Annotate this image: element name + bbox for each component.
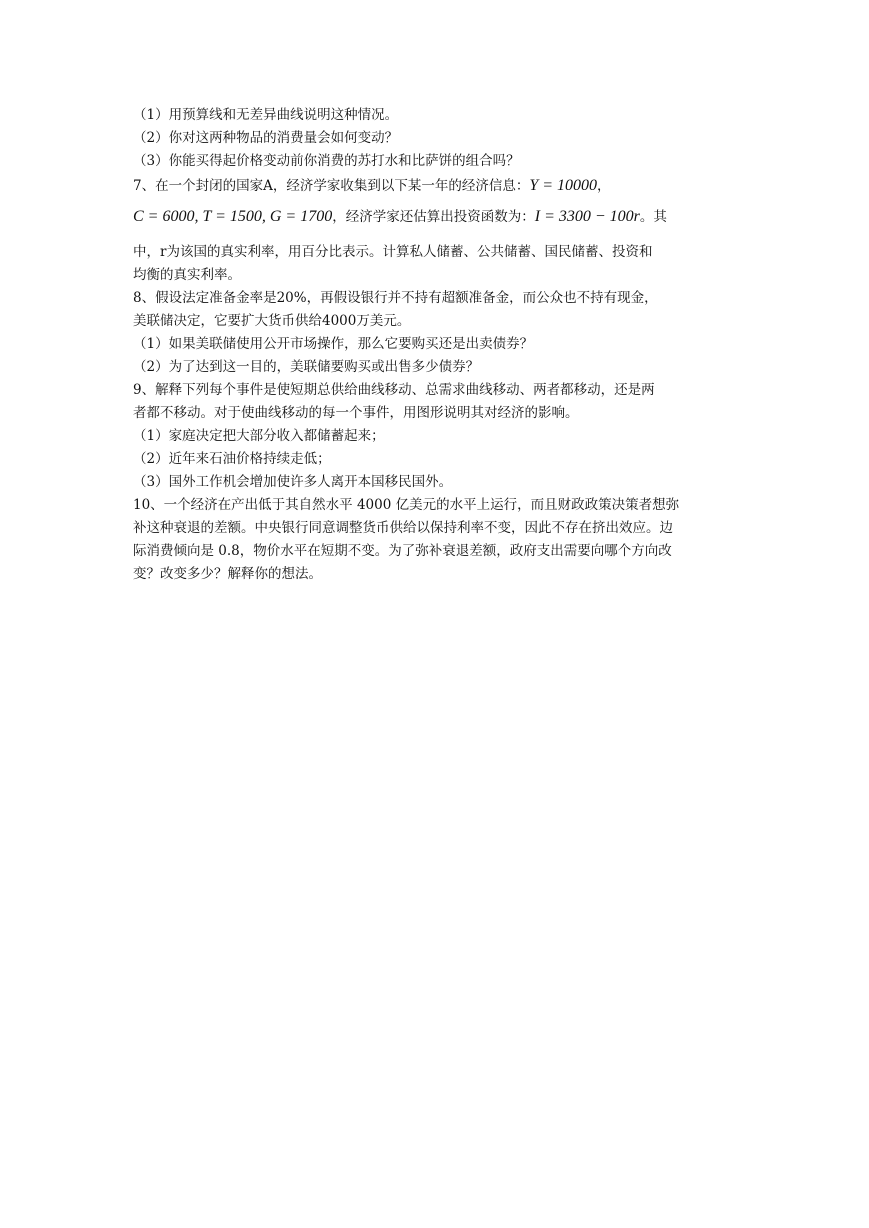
q8-subquestion-1: （1）如果美联储使用公开市场操作，那么它要购买还是出卖债券？ [133, 336, 534, 352]
q7-equation-y: Y = 10000 [529, 177, 598, 194]
q6-subquestion-2: （2）你对这两种物品的消费量会如何变动？ [133, 130, 399, 146]
q10-line-4: 变？改变多少？解释你的想法。 [133, 566, 322, 582]
q7-punct: ， [597, 178, 611, 194]
q7-line-3: 中，r为该国的真实利率，用百分比表示。计算私人储蓄、公共储蓄、国民储蓄、投资和 [133, 244, 653, 260]
q9-subquestion-1: （1）家庭决定把大部分收入都储蓄起来； [133, 428, 385, 444]
q7-equation-investment: I = 3300 − 100r [534, 208, 640, 225]
q9-line-1: 9、解释下列每个事件是使短期总供给曲线移动、总需求曲线移动、两者都移动，还是两 [133, 382, 655, 398]
q7-text: 7、在一个封闭的国家A，经济学家收集到以下某一年的经济信息： [133, 178, 530, 194]
q7-equation-ctg: C = 6000, T = 1500, G = 1700 [133, 208, 333, 225]
q7-text: ，经济学家还估算出投资函数为： [332, 209, 535, 225]
q10-line-3: 际消费倾向是 0.8，物价水平在短期不变。为了弥补衰退差额，政府支出需要向哪个方向改 [133, 543, 672, 559]
q9-line-2: 者都不移动。对于使曲线移动的每一个事件，用图形说明其对经济的影响。 [133, 405, 579, 421]
q9-subquestion-2: （2）近年来石油价格持续走低； [133, 451, 331, 467]
q10-line-1: 10、一个经济在产出低于其自然水平 4000 亿美元的水平上运行，而且财政政策决策者想弥 [133, 497, 680, 513]
q7-line-2 [133, 207, 743, 227]
q6-subquestion-1: （1）用预算线和无差异曲线说明这种情况。 [133, 107, 399, 123]
q8-line-1: 8、假设法定准备金率是20%，再假设银行并不持有超额准备金，而公众也不持有现金， [133, 290, 658, 306]
q8-line-2: 美联储决定，它要扩大货币供给4000万美元。 [133, 313, 411, 329]
q7-punct: 。其 [639, 209, 667, 225]
q6-subquestion-3: （3）你能买得起价格变动前你消费的苏打水和比萨饼的组合吗？ [133, 153, 520, 169]
q8-subquestion-2: （2）为了达到这一目的，美联储要购买或出售多少债券？ [133, 359, 480, 375]
q10-line-2: 补这种衰退的差额。中央银行同意调整货币供给以保持利率不变，因此不存在挤出效应。边 [133, 520, 673, 536]
q7-line-1 [133, 176, 743, 196]
q7-line-4: 均衡的真实利率。 [133, 267, 241, 283]
q9-subquestion-3: （3）国外工作机会增加使许多人离开本国移民国外。 [133, 474, 453, 490]
